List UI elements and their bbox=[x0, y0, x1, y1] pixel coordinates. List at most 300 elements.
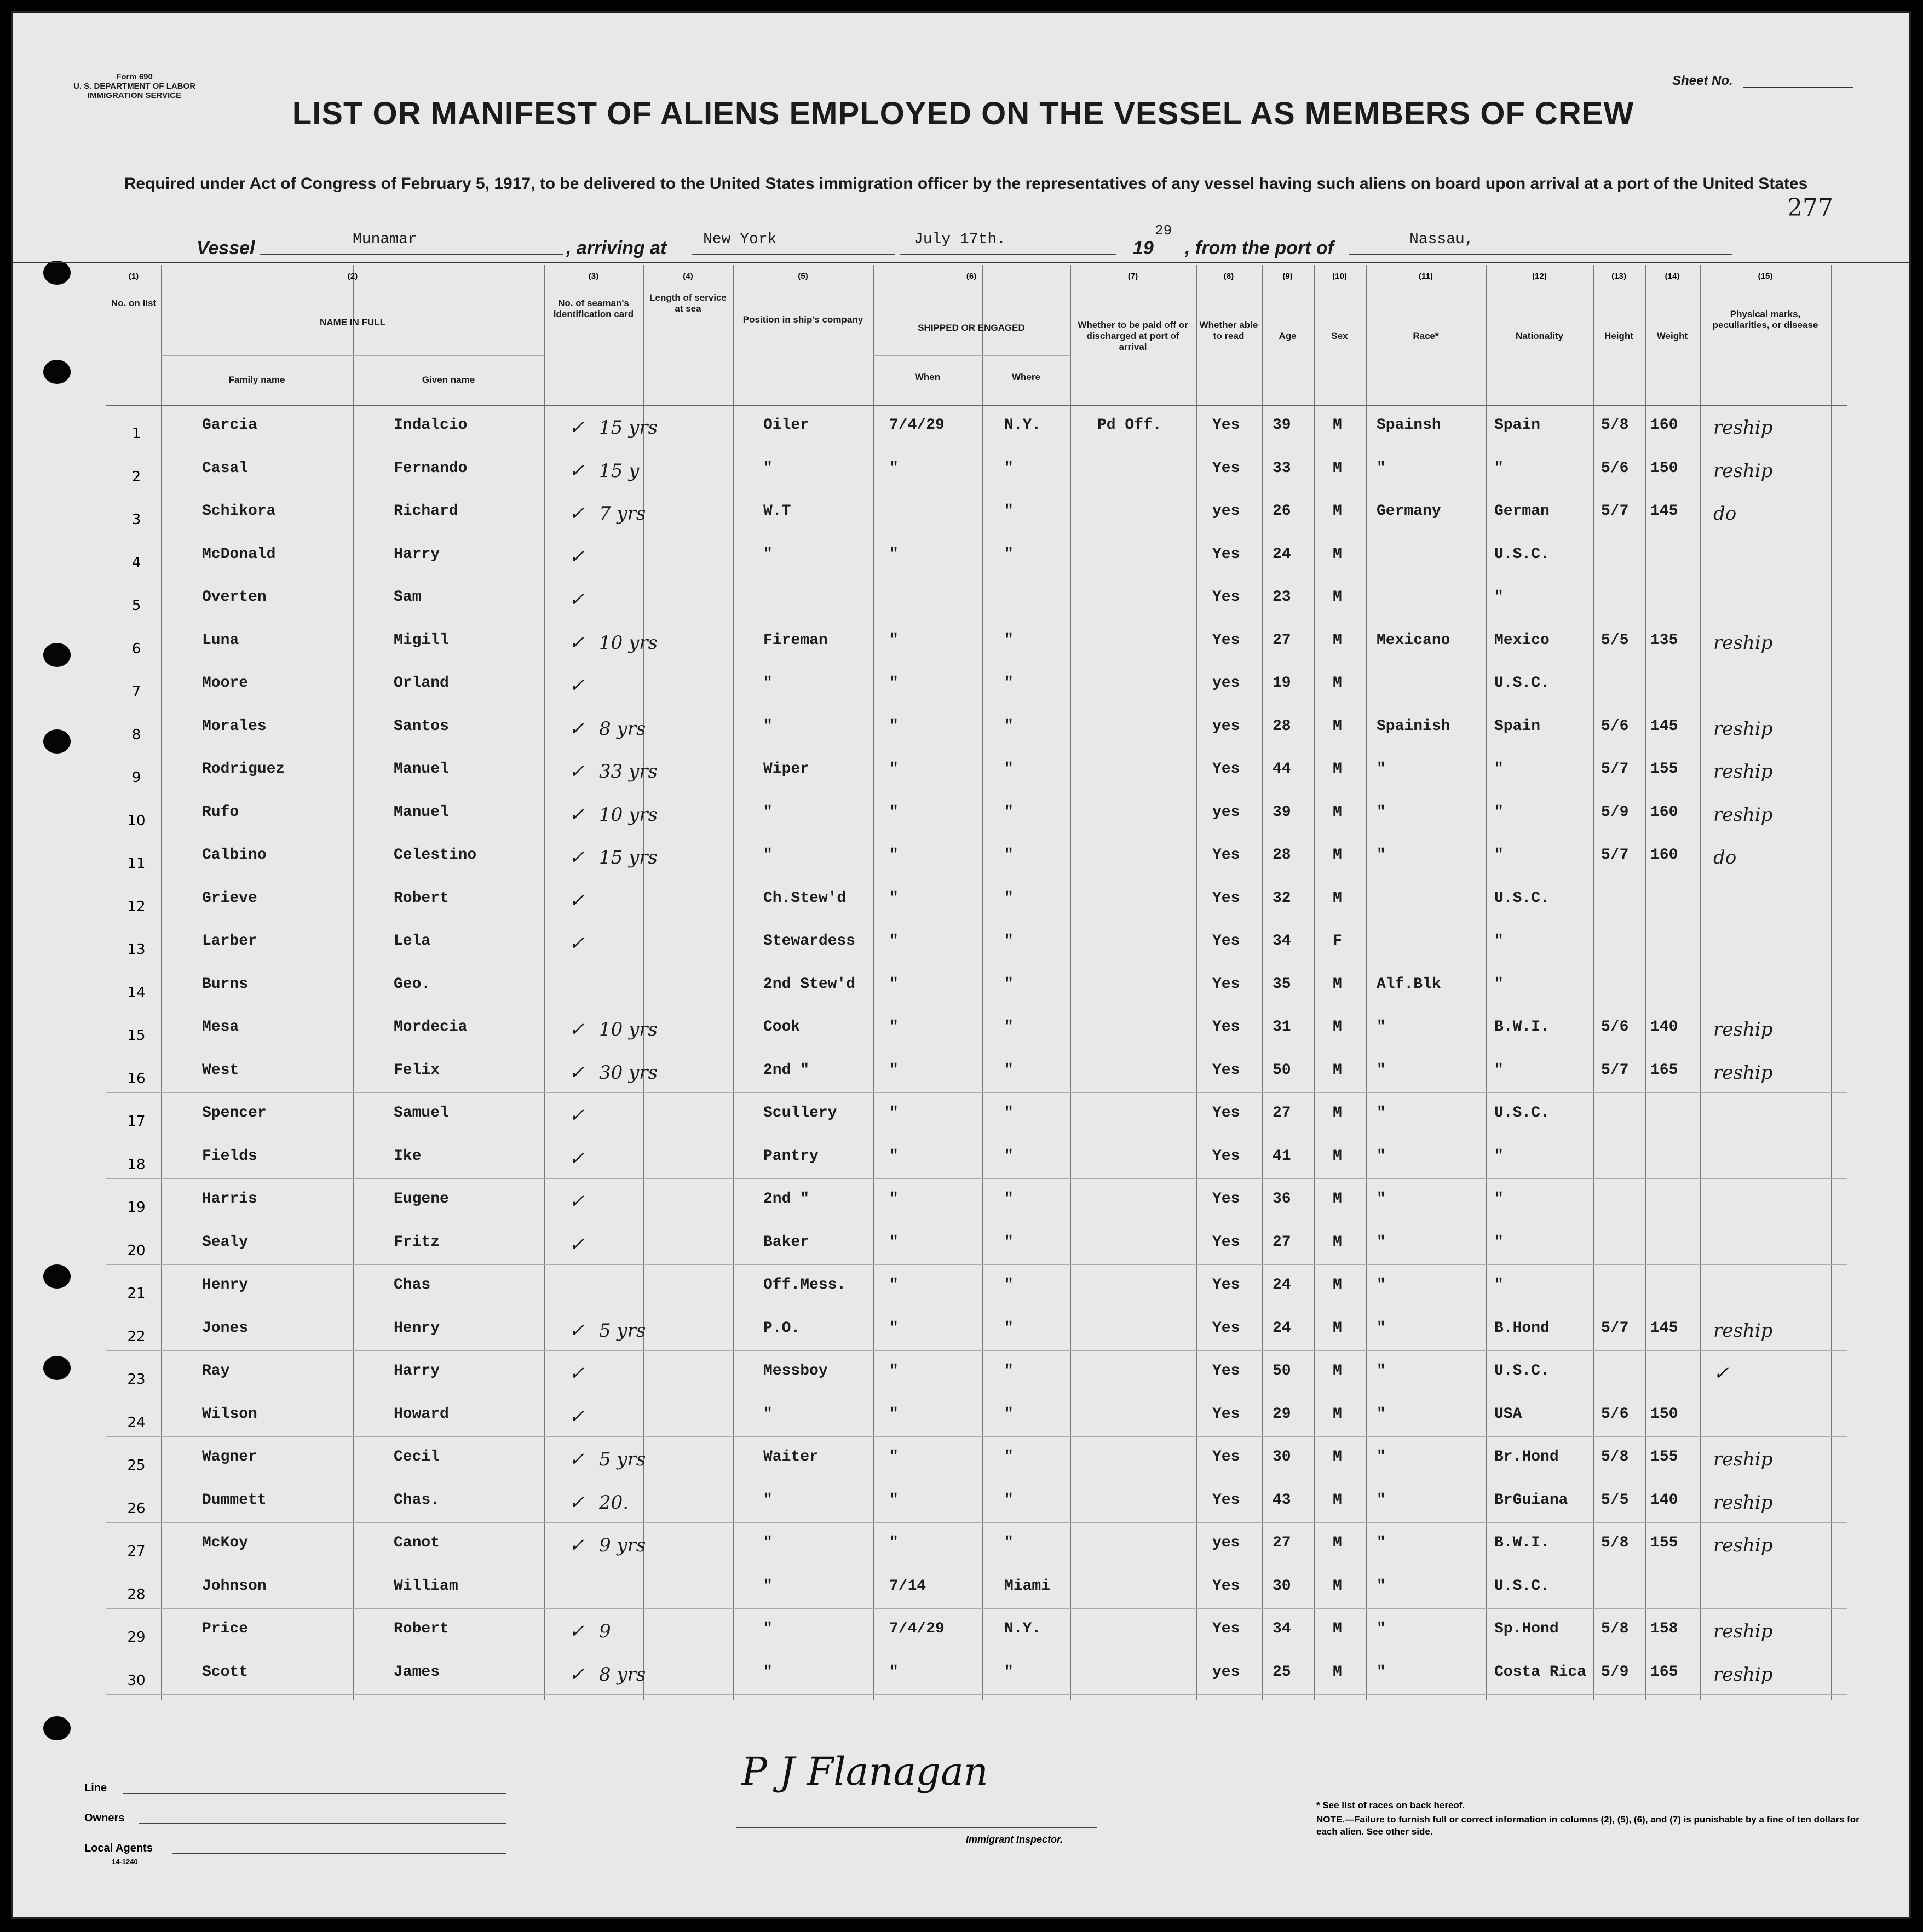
cell-race: Spainish bbox=[1377, 717, 1450, 735]
cell-age: 27 bbox=[1273, 1534, 1291, 1551]
cell-marks: reship bbox=[1713, 1534, 1773, 1556]
cell-card: 5 yrs bbox=[599, 1448, 646, 1470]
cell-nat: " bbox=[1494, 803, 1504, 821]
cell-family: Henry bbox=[202, 1277, 249, 1293]
row-number: 8 bbox=[131, 726, 141, 743]
col-number: (14) bbox=[1665, 272, 1680, 281]
cell-read: yes bbox=[1212, 675, 1240, 692]
row-number: 27 bbox=[127, 1543, 146, 1560]
col-rule bbox=[353, 265, 354, 1700]
cell-card: 7 yrs bbox=[599, 503, 646, 525]
header-age: Age bbox=[1279, 331, 1297, 341]
cell-sex: M bbox=[1333, 1061, 1342, 1079]
cell-age: 39 bbox=[1273, 803, 1291, 821]
cell-paid: Pd Off. bbox=[1097, 417, 1162, 434]
cell-sex: M bbox=[1333, 631, 1342, 649]
col-number: (11) bbox=[1419, 272, 1433, 281]
cell-sex: M bbox=[1333, 1019, 1342, 1036]
cell-nat: U.S.C. bbox=[1494, 675, 1550, 692]
cell-position: W.T bbox=[763, 503, 791, 520]
cell-check: ✓ bbox=[569, 1319, 585, 1342]
cell-family: Price bbox=[202, 1620, 249, 1637]
cell-height: 5/7 bbox=[1601, 503, 1629, 520]
cell-check: ✓ bbox=[569, 1105, 585, 1126]
cell-age: 28 bbox=[1273, 717, 1291, 735]
cell-race: " bbox=[1377, 1233, 1386, 1251]
col-rule bbox=[161, 265, 162, 1700]
header-shipped: SHIPPED OR ENGAGED bbox=[918, 323, 1025, 333]
cell-family: Fields bbox=[202, 1147, 257, 1165]
cell-weight: 150 bbox=[1650, 1405, 1678, 1423]
cell-sex: M bbox=[1333, 803, 1342, 821]
row-number: 21 bbox=[127, 1285, 146, 1302]
cell-race: " bbox=[1377, 1277, 1386, 1293]
cell-where: " bbox=[1004, 1233, 1014, 1251]
cell-card: 5 yrs bbox=[599, 1319, 646, 1342]
cell-position: " bbox=[763, 717, 773, 735]
cell-age: 24 bbox=[1273, 545, 1291, 563]
cell-family: Morales bbox=[202, 717, 267, 735]
col-rule bbox=[982, 265, 983, 1700]
cell-when: " bbox=[889, 1019, 899, 1036]
agents-label: Local Agents bbox=[84, 1842, 153, 1854]
cell-card: 30 yrs bbox=[599, 1061, 658, 1084]
vessel-name: Munamar bbox=[353, 231, 417, 248]
cell-position: " bbox=[763, 803, 773, 821]
cell-age: 30 bbox=[1273, 1448, 1291, 1465]
cell-where: " bbox=[1004, 1405, 1014, 1423]
cell-check: ✓ bbox=[569, 889, 585, 912]
col-number: (9) bbox=[1282, 272, 1293, 281]
row-rule bbox=[106, 1350, 1847, 1351]
cell-race: " bbox=[1377, 1147, 1386, 1165]
cell-family: Jones bbox=[202, 1319, 249, 1337]
cell-age: 32 bbox=[1273, 889, 1291, 907]
col-number: (4) bbox=[683, 272, 693, 281]
cell-where: " bbox=[1004, 1362, 1014, 1379]
cell-when: " bbox=[889, 761, 899, 778]
cell-age: 25 bbox=[1273, 1663, 1291, 1681]
cell-age: 36 bbox=[1273, 1191, 1291, 1208]
cell-check: ✓ bbox=[569, 1663, 585, 1686]
cell-sex: M bbox=[1333, 1491, 1342, 1509]
cell-given: Ike bbox=[394, 1147, 422, 1165]
cell-nat: Mexico bbox=[1494, 631, 1550, 649]
cell-card: 8 yrs bbox=[599, 717, 646, 740]
cell-nat: Spain bbox=[1494, 417, 1541, 434]
cell-given: Fernando bbox=[394, 459, 468, 477]
cell-marks: do bbox=[1713, 503, 1737, 525]
cell-sex: M bbox=[1333, 1277, 1342, 1293]
row-number: 30 bbox=[127, 1672, 146, 1689]
cell-family: Burns bbox=[202, 975, 249, 993]
row-number: 26 bbox=[127, 1500, 146, 1517]
cell-family: Moore bbox=[202, 675, 249, 692]
cell-where: " bbox=[1004, 459, 1014, 477]
cell-sex: M bbox=[1333, 847, 1342, 864]
cell-given: Migill bbox=[394, 631, 449, 649]
cell-given: Celestino bbox=[394, 847, 477, 864]
cell-check: ✓ bbox=[569, 503, 585, 525]
cell-nat: U.S.C. bbox=[1494, 1105, 1550, 1122]
cell-nat: U.S.C. bbox=[1494, 1577, 1550, 1595]
cell-race: " bbox=[1377, 803, 1386, 821]
form-code: 14-1240 bbox=[112, 1858, 138, 1866]
cell-nat: U.S.C. bbox=[1494, 889, 1550, 907]
cell-card: 9 bbox=[599, 1620, 611, 1642]
header-read: Whether able to read bbox=[1199, 320, 1258, 341]
cell-nat: " bbox=[1494, 589, 1504, 606]
row-rule bbox=[106, 1436, 1847, 1437]
cell-read: Yes bbox=[1212, 1491, 1240, 1509]
header-no-on-list: No. on list bbox=[111, 298, 157, 308]
cell-nat: Br.Hond bbox=[1494, 1448, 1559, 1465]
header-name-in-full: NAME IN FULL bbox=[320, 317, 385, 327]
cell-where: " bbox=[1004, 545, 1014, 563]
cell-where: N.Y. bbox=[1004, 417, 1041, 434]
cell-read: Yes bbox=[1212, 1191, 1240, 1208]
cell-position: Off.Mess. bbox=[763, 1277, 847, 1293]
row-number: 13 bbox=[127, 941, 146, 958]
cell-family: Garcia bbox=[202, 417, 257, 434]
cell-given: Richard bbox=[394, 503, 458, 520]
row-number: 6 bbox=[131, 640, 141, 657]
cell-nat: " bbox=[1494, 1233, 1504, 1251]
owners-label: Owners bbox=[84, 1812, 125, 1824]
cell-marks: reship bbox=[1713, 1019, 1773, 1040]
cell-age: 50 bbox=[1273, 1362, 1291, 1379]
cell-nat: BrGuiana bbox=[1494, 1491, 1568, 1509]
col-rule bbox=[1645, 265, 1646, 1700]
cell-nat: B.W.I. bbox=[1494, 1019, 1550, 1036]
cell-race: " bbox=[1377, 1191, 1386, 1208]
cell-check: ✓ bbox=[569, 675, 585, 697]
cell-when: " bbox=[889, 1061, 899, 1079]
cell-when: 7/4/29 bbox=[889, 1620, 945, 1637]
cell-where: " bbox=[1004, 675, 1014, 692]
year-suffix: 29 bbox=[1155, 222, 1172, 239]
cell-race: " bbox=[1377, 1577, 1386, 1595]
cell-when: " bbox=[889, 803, 899, 821]
cell-marks: reship bbox=[1713, 1319, 1773, 1342]
cell-age: 34 bbox=[1273, 1620, 1291, 1637]
cell-position: " bbox=[763, 1577, 773, 1595]
col-rule bbox=[1196, 265, 1197, 1700]
cell-check: ✓ bbox=[569, 933, 585, 955]
cell-when: " bbox=[889, 847, 899, 864]
header-bottom-rule bbox=[106, 405, 1847, 406]
cell-where: " bbox=[1004, 889, 1014, 907]
cell-card: 10 yrs bbox=[599, 1019, 658, 1040]
cell-check: ✓ bbox=[569, 1061, 585, 1084]
cell-check: ✓ bbox=[569, 1233, 585, 1256]
cell-nat: USA bbox=[1494, 1405, 1522, 1423]
line-label: Line bbox=[84, 1782, 107, 1794]
row-number: 2 bbox=[131, 468, 141, 485]
cell-check: ✓ bbox=[569, 761, 585, 783]
row-number: 19 bbox=[127, 1199, 146, 1216]
cell-given: Robert bbox=[394, 889, 449, 907]
cell-read: Yes bbox=[1212, 1105, 1240, 1122]
cell-given: Harry bbox=[394, 1362, 440, 1379]
cell-family: Grieve bbox=[202, 889, 257, 907]
cell-given: Sam bbox=[394, 589, 422, 606]
cell-position: Stewardess bbox=[763, 933, 856, 950]
cell-family: Larber bbox=[202, 933, 257, 950]
cell-nat: " bbox=[1494, 459, 1504, 477]
cell-given: Felix bbox=[394, 1061, 440, 1079]
row-number: 7 bbox=[131, 683, 141, 700]
cell-when: 7/4/29 bbox=[889, 417, 945, 434]
cell-sex: M bbox=[1333, 675, 1342, 692]
cell-age: 33 bbox=[1273, 459, 1291, 477]
cell-position: Cook bbox=[763, 1019, 801, 1036]
cell-check: ✓ bbox=[569, 1191, 585, 1212]
cell-given: James bbox=[394, 1663, 440, 1681]
binder-hole bbox=[43, 1264, 71, 1289]
header-paid-off: Whether to be paid off or discharged at port of arrival bbox=[1078, 320, 1188, 352]
cell-read: Yes bbox=[1212, 631, 1240, 649]
cell-sex: M bbox=[1333, 1448, 1342, 1465]
cell-race: Mexicano bbox=[1377, 631, 1450, 649]
cell-read: Yes bbox=[1212, 589, 1240, 606]
col-rule bbox=[544, 265, 545, 1700]
cell-check: ✓ bbox=[569, 1534, 585, 1556]
cell-read: Yes bbox=[1212, 761, 1240, 778]
arriving-underline bbox=[692, 254, 895, 255]
row-number: 29 bbox=[127, 1629, 146, 1646]
cell-check: ✓ bbox=[569, 1448, 585, 1470]
cell-sex: M bbox=[1333, 717, 1342, 735]
cell-family: Johnson bbox=[202, 1577, 267, 1595]
cell-given: Harry bbox=[394, 545, 440, 563]
cell-nat: B.Hond bbox=[1494, 1319, 1550, 1337]
service-name: IMMIGRATION SERVICE bbox=[87, 91, 182, 100]
cell-nat: B.W.I. bbox=[1494, 1534, 1550, 1551]
line-underline bbox=[123, 1793, 506, 1794]
row-number: 14 bbox=[127, 984, 146, 1001]
cell-position: Baker bbox=[763, 1233, 810, 1251]
cell-sex: M bbox=[1333, 1147, 1342, 1165]
cell-age: 43 bbox=[1273, 1491, 1291, 1509]
cell-card: 33 yrs bbox=[599, 761, 658, 783]
department-name: U. S. DEPARTMENT OF LABOR bbox=[73, 82, 196, 91]
signature-underline bbox=[736, 1827, 1097, 1828]
cell-age: 27 bbox=[1273, 1233, 1291, 1251]
cell-sex: F bbox=[1333, 933, 1342, 950]
col-number: (5) bbox=[798, 272, 808, 281]
row-number: 1 bbox=[131, 426, 141, 442]
cell-where: " bbox=[1004, 1277, 1014, 1293]
cell-given: Robert bbox=[394, 1620, 449, 1637]
cell-card: 10 yrs bbox=[599, 631, 658, 654]
cell-sex: M bbox=[1333, 1534, 1342, 1551]
col-number: (1) bbox=[128, 272, 139, 281]
inspector-signature: P J Flanagan bbox=[741, 1749, 988, 1794]
penalty-note: NOTE.—Failure to furnish full or correct information in columns (2), (5), (6), and (7) is punishable by a fine of ten dollars for each alien. See other side. bbox=[1316, 1814, 1859, 1837]
cell-when: " bbox=[889, 1362, 899, 1379]
header-length-service: Length of service at sea bbox=[649, 292, 727, 314]
cell-read: Yes bbox=[1212, 1061, 1240, 1079]
cell-read: Yes bbox=[1212, 545, 1240, 563]
cell-marks: reship bbox=[1713, 717, 1773, 740]
cell-family: Spencer bbox=[202, 1105, 267, 1122]
cell-read: yes bbox=[1212, 1534, 1240, 1551]
cell-age: 41 bbox=[1273, 1147, 1291, 1165]
cell-marks: reship bbox=[1713, 1491, 1773, 1514]
binder-hole bbox=[43, 1356, 71, 1380]
cell-age: 24 bbox=[1273, 1319, 1291, 1337]
cell-where: " bbox=[1004, 1448, 1014, 1465]
col-number: (10) bbox=[1332, 272, 1347, 281]
cell-where: " bbox=[1004, 761, 1014, 778]
cell-sex: M bbox=[1333, 761, 1342, 778]
cell-race: Spainsh bbox=[1377, 417, 1441, 434]
cell-where: " bbox=[1004, 1105, 1014, 1122]
date-underline bbox=[900, 254, 1116, 255]
cell-check: ✓ bbox=[569, 1405, 585, 1428]
cell-read: Yes bbox=[1212, 1362, 1240, 1379]
cell-weight: 140 bbox=[1650, 1491, 1678, 1509]
cell-sex: M bbox=[1333, 1105, 1342, 1122]
cell-weight: 140 bbox=[1650, 1019, 1678, 1036]
row-rule bbox=[106, 1694, 1847, 1695]
cell-card: 15 yrs bbox=[599, 417, 658, 439]
cell-height: 5/6 bbox=[1601, 1405, 1629, 1423]
header-family-name: Family name bbox=[228, 375, 285, 385]
cell-check: ✓ bbox=[569, 1362, 585, 1384]
cell-age: 29 bbox=[1273, 1405, 1291, 1423]
cell-family: Luna bbox=[202, 631, 239, 649]
row-number: 17 bbox=[127, 1113, 146, 1130]
col-number: (3) bbox=[588, 272, 599, 281]
row-number: 22 bbox=[127, 1328, 146, 1345]
cell-read: Yes bbox=[1212, 847, 1240, 864]
cell-family: Calbino bbox=[202, 847, 267, 864]
cell-age: 50 bbox=[1273, 1061, 1291, 1079]
row-number: 28 bbox=[127, 1586, 146, 1603]
cell-nat: " bbox=[1494, 975, 1504, 993]
cell-check: ✓ bbox=[569, 1019, 585, 1040]
cell-marks: ✓ bbox=[1713, 1362, 1729, 1384]
cell-marks: reship bbox=[1713, 1448, 1773, 1470]
header-where: Where bbox=[1012, 372, 1040, 382]
row-number: 15 bbox=[127, 1027, 146, 1044]
arrival-date: July 17th. bbox=[914, 231, 1006, 248]
cell-sex: M bbox=[1333, 459, 1342, 477]
row-number: 12 bbox=[127, 898, 146, 915]
cell-weight: 155 bbox=[1650, 1448, 1678, 1465]
cell-where: N.Y. bbox=[1004, 1620, 1041, 1637]
cell-sex: M bbox=[1333, 1620, 1342, 1637]
cell-read: Yes bbox=[1212, 1405, 1240, 1423]
cell-family: Overten bbox=[202, 589, 267, 606]
cell-read: Yes bbox=[1212, 1577, 1240, 1595]
cell-age: 31 bbox=[1273, 1019, 1291, 1036]
cell-nat: " bbox=[1494, 933, 1504, 950]
cell-read: Yes bbox=[1212, 459, 1240, 477]
cell-position: " bbox=[763, 459, 773, 477]
form-number: Form 690 bbox=[116, 72, 153, 82]
sheet-number: 277 bbox=[1787, 194, 1833, 222]
cell-family: Rufo bbox=[202, 803, 239, 821]
cell-given: Cecil bbox=[394, 1448, 440, 1465]
cell-family: Ray bbox=[202, 1362, 230, 1379]
cell-height: 5/8 bbox=[1601, 1620, 1629, 1637]
cell-sex: M bbox=[1333, 1233, 1342, 1251]
cell-read: yes bbox=[1212, 803, 1240, 821]
cell-read: Yes bbox=[1212, 1277, 1240, 1293]
row-number: 10 bbox=[127, 812, 146, 829]
cell-where: " bbox=[1004, 1319, 1014, 1337]
cell-when: " bbox=[889, 1147, 899, 1165]
cell-position: " bbox=[763, 545, 773, 563]
cell-card: 10 yrs bbox=[599, 803, 658, 826]
cell-race: " bbox=[1377, 1362, 1386, 1379]
cell-read: Yes bbox=[1212, 889, 1240, 907]
col-rule bbox=[873, 265, 874, 1700]
cell-marks: reship bbox=[1713, 631, 1773, 654]
cell-given: Eugene bbox=[394, 1191, 449, 1208]
cell-when: " bbox=[889, 1277, 899, 1293]
cell-race: " bbox=[1377, 1061, 1386, 1079]
header-weight: Weight bbox=[1656, 331, 1688, 341]
cell-read: yes bbox=[1212, 717, 1240, 735]
row-number: 5 bbox=[131, 597, 141, 614]
cell-marks: reship bbox=[1713, 761, 1773, 783]
cell-age: 28 bbox=[1273, 847, 1291, 864]
cell-when: " bbox=[889, 459, 899, 477]
cell-given: Chas bbox=[394, 1277, 431, 1293]
cell-card: 15 yrs bbox=[599, 847, 658, 869]
col-number: (6) bbox=[966, 272, 977, 281]
cell-where: " bbox=[1004, 803, 1014, 821]
cell-position: " bbox=[763, 1663, 773, 1681]
cell-race: " bbox=[1377, 761, 1386, 778]
cell-marks: reship bbox=[1713, 1663, 1773, 1686]
cell-race: Germany bbox=[1377, 503, 1441, 520]
cell-height: 5/5 bbox=[1601, 631, 1629, 649]
cell-when: " bbox=[889, 1319, 899, 1337]
cell-sex: M bbox=[1333, 589, 1342, 606]
cell-where: " bbox=[1004, 1061, 1014, 1079]
cell-nat: " bbox=[1494, 1191, 1504, 1208]
row-number: 9 bbox=[131, 769, 141, 786]
cell-nat: " bbox=[1494, 1147, 1504, 1165]
cell-sex: M bbox=[1333, 889, 1342, 907]
header-position: Position in ship's company bbox=[742, 314, 863, 325]
cell-family: Wilson bbox=[202, 1405, 257, 1423]
cell-age: 24 bbox=[1273, 1277, 1291, 1293]
cell-read: Yes bbox=[1212, 1019, 1240, 1036]
cell-card: 15 y bbox=[599, 459, 640, 482]
cell-position: Scullery bbox=[763, 1105, 837, 1122]
cell-family: Harris bbox=[202, 1191, 257, 1208]
cell-position: Wiper bbox=[763, 761, 810, 778]
col-rule bbox=[643, 265, 644, 1700]
cell-weight: 145 bbox=[1650, 503, 1678, 520]
cell-race: " bbox=[1377, 1105, 1386, 1122]
cell-given: Chas. bbox=[394, 1491, 440, 1509]
page-title: LIST OR MANIFEST OF ALIENS EMPLOYED ON THE VESSEL AS MEMBERS OF CREW bbox=[292, 96, 1634, 131]
cell-position: " bbox=[763, 847, 773, 864]
header-nationality: Nationality bbox=[1516, 331, 1563, 341]
cell-weight: 165 bbox=[1650, 1663, 1678, 1681]
cell-marks: reship bbox=[1713, 459, 1773, 482]
cell-weight: 145 bbox=[1650, 717, 1678, 735]
from-port-underline bbox=[1349, 254, 1732, 255]
col-rule bbox=[1486, 265, 1487, 1700]
